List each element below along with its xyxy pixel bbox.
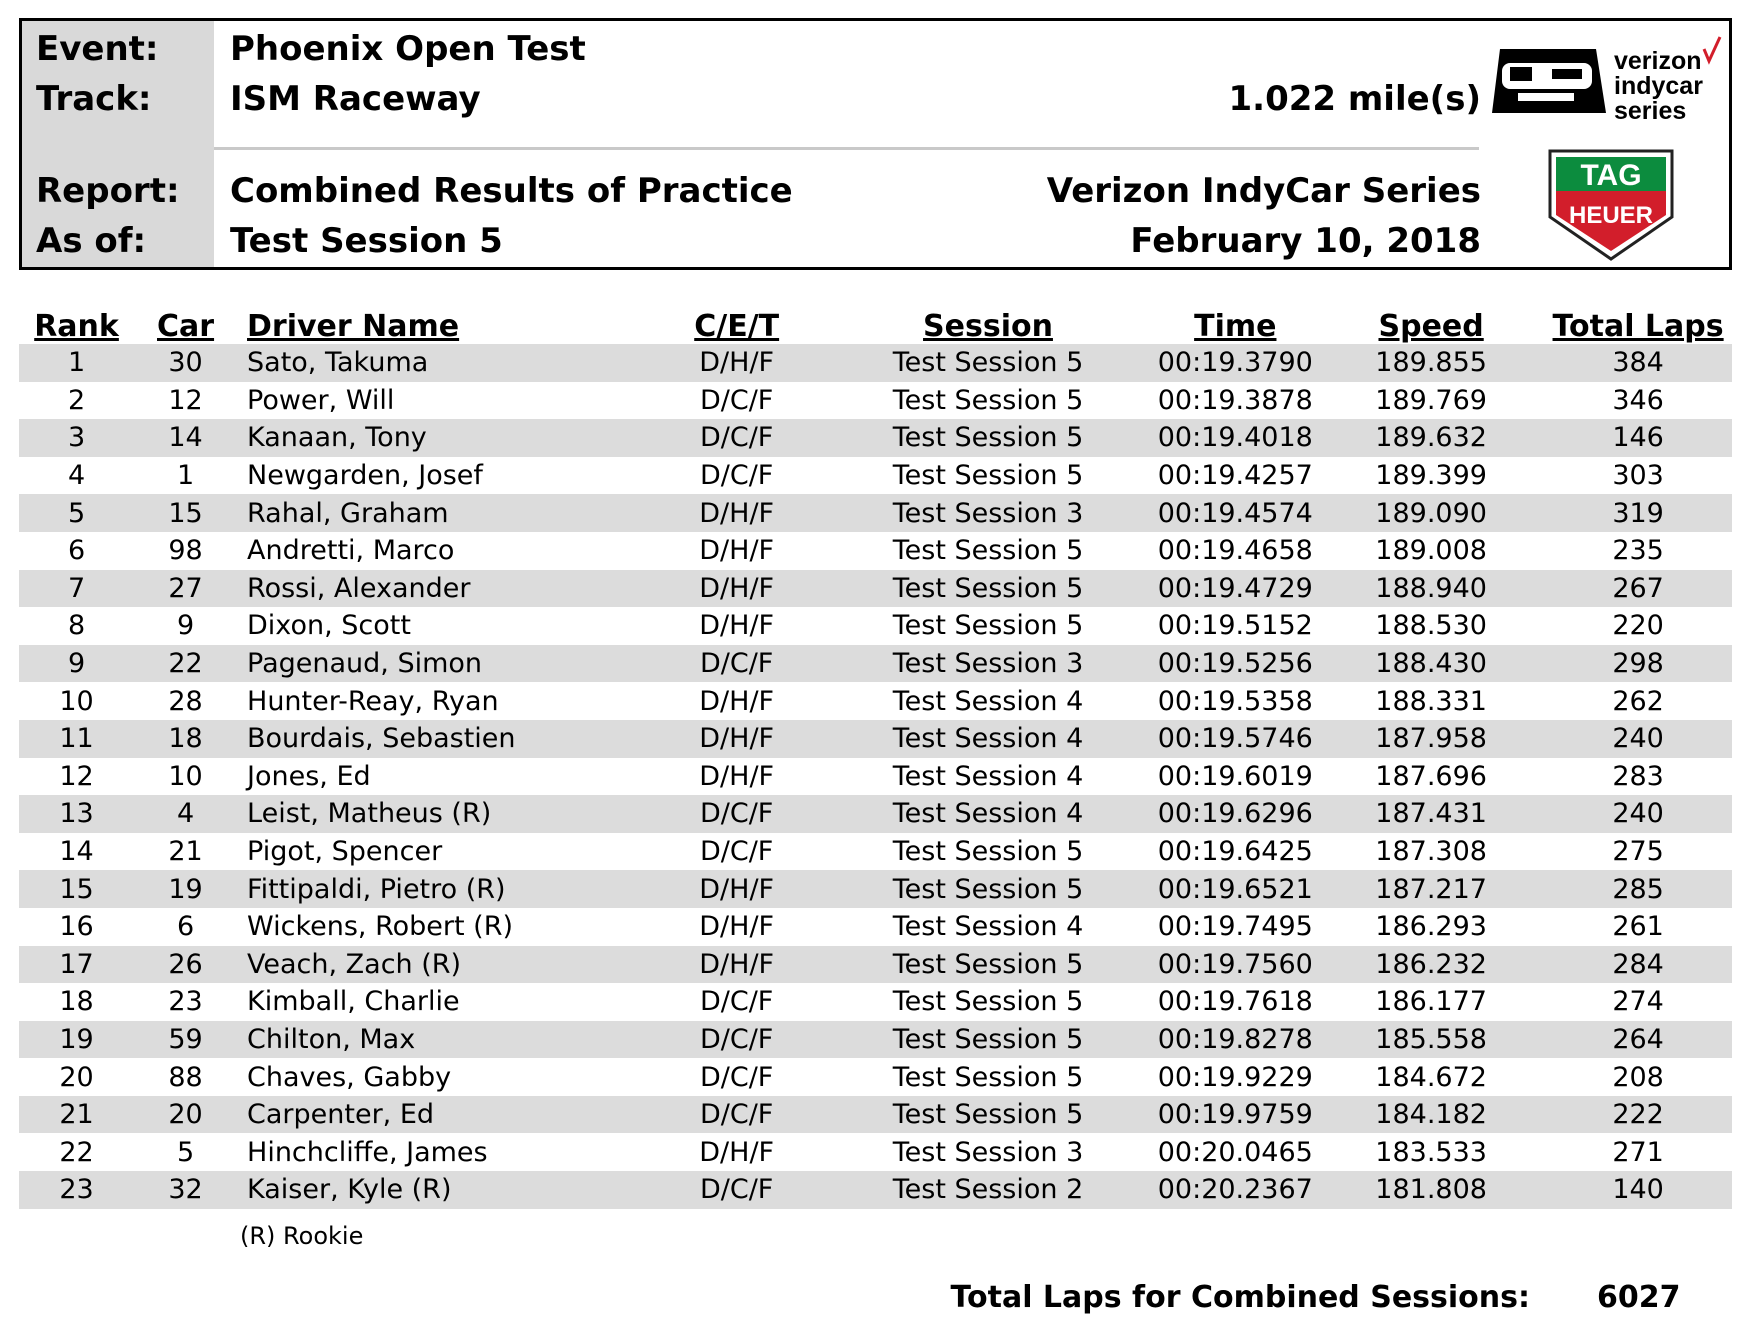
- table-row: [19, 1021, 1732, 1059]
- column-header-total-laps: Total Laps: [1552, 309, 1724, 344]
- driver-name-cell: Hunter-Reay, Ryan: [247, 685, 499, 717]
- report-header: [19, 18, 1732, 270]
- time-cell: 00:19.6425: [1157, 836, 1313, 868]
- car-number-cell: 9: [176, 610, 195, 642]
- time-cell: 00:19.3790: [1153, 344, 1319, 382]
- total-laps-value: 6027: [1597, 1280, 1681, 1315]
- driver-name-cell: Veach, Zach (R): [237, 946, 650, 984]
- time-cell: 00:19.5152: [1157, 610, 1313, 642]
- time-cell: 00:19.3878: [1157, 384, 1313, 416]
- report-label: Report:: [36, 171, 180, 211]
- speed-cell: 189.399: [1375, 460, 1487, 492]
- results-body: [19, 344, 1732, 1209]
- session-cell: Test Session 5: [892, 986, 1084, 1018]
- tag-heuer-logo: [1546, 147, 1676, 263]
- total-laps-cell: 285: [1544, 870, 1732, 908]
- rank-cell: 23: [19, 1171, 134, 1209]
- session-cell: Test Session 5: [892, 836, 1084, 868]
- session-cell: Test Session 3: [823, 494, 1152, 532]
- speed-cell: 189.855: [1318, 344, 1544, 382]
- table-row: [19, 1171, 1732, 1209]
- car-number-cell: 6: [176, 911, 195, 943]
- car-number-cell: 59: [134, 1021, 237, 1059]
- car-number-cell: 1: [176, 460, 195, 492]
- cet-cell: D/H/F: [699, 685, 775, 717]
- car-number-cell: 18: [134, 720, 237, 758]
- time-cell: 00:19.7560: [1153, 946, 1319, 984]
- column-header-speed: Speed: [1378, 309, 1484, 344]
- car-number-cell: 19: [134, 870, 237, 908]
- series-name: Verizon IndyCar Series: [1046, 171, 1481, 211]
- car-number-cell: 10: [168, 760, 203, 792]
- cet-cell: D/C/F: [699, 460, 774, 492]
- time-cell: 00:19.6296: [1153, 795, 1319, 833]
- driver-name-cell: Rahal, Graham: [237, 494, 650, 532]
- car-number-cell: 20: [134, 1096, 237, 1134]
- time-cell: 00:19.5256: [1153, 645, 1319, 683]
- table-row: [19, 758, 1732, 796]
- speed-cell: 187.958: [1318, 720, 1544, 758]
- session-cell: Test Session 5: [892, 384, 1084, 416]
- total-laps-cell: 275: [1612, 836, 1664, 868]
- driver-name-cell: Bourdais, Sebastien: [237, 720, 650, 758]
- driver-name-cell: Pigot, Spencer: [247, 836, 443, 868]
- speed-cell: 188.331: [1375, 685, 1487, 717]
- rank-cell: 21: [19, 1096, 134, 1134]
- time-cell: 00:19.8278: [1153, 1021, 1319, 1059]
- car-number-cell: 23: [168, 986, 203, 1018]
- driver-name-cell: Chilton, Max: [237, 1021, 650, 1059]
- session-cell: Test Session 4: [892, 685, 1084, 717]
- table-row: [19, 870, 1732, 908]
- table-row: [19, 457, 1732, 495]
- cet-cell: D/H/F: [650, 870, 824, 908]
- total-laps-cell: 283: [1612, 760, 1664, 792]
- column-header-driver: Driver Name: [247, 309, 460, 344]
- table-row: [19, 645, 1732, 683]
- indycar-car-icon: [1492, 49, 1606, 113]
- driver-name-cell: Newgarden, Josef: [247, 460, 483, 492]
- cet-cell: D/H/F: [699, 610, 775, 642]
- session-cell: Test Session 4: [892, 760, 1084, 792]
- speed-cell: 186.293: [1375, 911, 1487, 943]
- cet-cell: D/C/F: [650, 1096, 824, 1134]
- time-cell: 00:19.9229: [1157, 1061, 1313, 1093]
- table-row: [19, 1133, 1732, 1171]
- rank-cell: 8: [67, 610, 86, 642]
- table-row: [19, 494, 1732, 532]
- session-cell: Test Session 5: [823, 1096, 1152, 1134]
- car-number-cell: 12: [168, 384, 203, 416]
- cet-cell: D/C/F: [650, 795, 824, 833]
- time-cell: 00:19.6019: [1157, 760, 1313, 792]
- session-cell: Test Session 5: [892, 460, 1084, 492]
- rank-cell: 14: [59, 836, 94, 868]
- driver-name-cell: Kanaan, Tony: [237, 419, 650, 457]
- session-cell: Test Session 5: [892, 610, 1084, 642]
- speed-cell: 186.177: [1375, 986, 1487, 1018]
- session-cell: Test Session 5: [823, 344, 1152, 382]
- car-number-cell: 28: [168, 685, 203, 717]
- results-table: [19, 300, 1732, 1209]
- rank-cell: 22: [59, 1136, 94, 1168]
- time-cell: 00:19.9759: [1153, 1096, 1319, 1134]
- indycar-logo-line-3: series: [1614, 97, 1687, 125]
- driver-name-cell: Kimball, Charlie: [247, 986, 460, 1018]
- total-laps-cell: 146: [1544, 419, 1732, 457]
- table-row: [19, 908, 1732, 946]
- indycar-logo-line-1: verizon: [1614, 47, 1702, 75]
- results-header-row: [19, 300, 1732, 344]
- total-laps-cell: 319: [1544, 494, 1732, 532]
- heuer-logo-text: HEUER: [1568, 202, 1654, 229]
- session-cell: Test Session 4: [823, 795, 1152, 833]
- total-laps-cell: 384: [1544, 344, 1732, 382]
- driver-name-cell: Chaves, Gabby: [247, 1061, 452, 1093]
- speed-cell: 187.696: [1375, 760, 1487, 792]
- time-cell: 00:20.0465: [1157, 1136, 1313, 1168]
- total-laps-cell: 208: [1612, 1061, 1664, 1093]
- rank-cell: 10: [59, 685, 94, 717]
- driver-name-cell: Wickens, Robert (R): [247, 911, 514, 943]
- car-number-cell: 88: [168, 1061, 203, 1093]
- total-laps-cell: 262: [1612, 685, 1664, 717]
- column-header-cet: C/E/T: [694, 309, 780, 344]
- car-number-cell: 4: [134, 795, 237, 833]
- speed-cell: 187.308: [1375, 836, 1487, 868]
- car-number-cell: 14: [134, 419, 237, 457]
- session-cell: Test Session 5: [892, 535, 1084, 567]
- speed-cell: 186.232: [1318, 946, 1544, 984]
- car-number-cell: 15: [134, 494, 237, 532]
- time-cell: 00:19.4658: [1157, 535, 1313, 567]
- track-value: ISM Raceway: [230, 79, 481, 119]
- rank-cell: 19: [19, 1021, 134, 1059]
- driver-name-cell: Hinchcliffe, James: [247, 1136, 488, 1168]
- driver-name-cell: Rossi, Alexander: [237, 570, 650, 608]
- total-laps-cell: 274: [1612, 986, 1664, 1018]
- rank-cell: 2: [67, 384, 86, 416]
- cet-cell: D/C/F: [650, 1171, 824, 1209]
- table-row: [19, 1096, 1732, 1134]
- driver-name-cell: Dixon, Scott: [247, 610, 411, 642]
- session-cell: Test Session 3: [892, 1136, 1084, 1168]
- indycar-logo-line-2: indycar: [1614, 72, 1703, 100]
- rank-cell: 11: [19, 720, 134, 758]
- car-number-cell: 21: [168, 836, 203, 868]
- speed-cell: 189.090: [1318, 494, 1544, 532]
- driver-name-cell: Leist, Matheus (R): [237, 795, 650, 833]
- speed-cell: 189.769: [1375, 384, 1487, 416]
- total-laps-cell: 303: [1612, 460, 1664, 492]
- car-number-cell: 98: [168, 535, 203, 567]
- speed-cell: 188.530: [1375, 610, 1487, 642]
- cet-cell: D/H/F: [650, 946, 824, 984]
- total-laps-cell: 140: [1544, 1171, 1732, 1209]
- rank-cell: 9: [19, 645, 134, 683]
- rank-cell: 17: [19, 946, 134, 984]
- table-row: [19, 607, 1732, 645]
- event-value: Phoenix Open Test: [230, 29, 586, 69]
- session-cell: Test Session 4: [823, 720, 1152, 758]
- speed-cell: 183.533: [1375, 1136, 1487, 1168]
- track-label: Track:: [36, 79, 152, 119]
- column-header-session: Session: [923, 309, 1053, 344]
- session-cell: Test Session 5: [823, 1021, 1152, 1059]
- speed-cell: 181.808: [1318, 1171, 1544, 1209]
- speed-cell: 184.672: [1375, 1061, 1487, 1093]
- indycar-logo: [1488, 31, 1728, 131]
- total-laps-cell: 271: [1612, 1136, 1664, 1168]
- rank-cell: 3: [19, 419, 134, 457]
- rank-cell: 4: [67, 460, 86, 492]
- rank-cell: 13: [19, 795, 134, 833]
- total-laps-label: Total Laps for Combined Sessions:: [950, 1280, 1530, 1315]
- rank-cell: 5: [19, 494, 134, 532]
- session-cell: Test Session 4: [892, 911, 1084, 943]
- tag-logo-text: TAG: [1580, 159, 1642, 192]
- table-row: [19, 532, 1732, 570]
- table-row: [19, 983, 1732, 1021]
- total-laps-cell: 235: [1612, 535, 1664, 567]
- total-laps-cell: 284: [1544, 946, 1732, 984]
- driver-name-cell: Sato, Takuma: [237, 344, 650, 382]
- table-row: [19, 946, 1732, 984]
- total-laps-cell: 240: [1544, 720, 1732, 758]
- cet-cell: D/H/F: [650, 570, 824, 608]
- time-cell: 00:19.5358: [1157, 685, 1313, 717]
- table-row: [19, 1058, 1732, 1096]
- cet-cell: D/C/F: [650, 419, 824, 457]
- driver-name-cell: Andretti, Marco: [247, 535, 455, 567]
- car-number-cell: 30: [134, 344, 237, 382]
- time-cell: 00:19.4729: [1153, 570, 1319, 608]
- speed-cell: 188.940: [1318, 570, 1544, 608]
- rank-cell: 18: [59, 986, 94, 1018]
- cet-cell: D/H/F: [650, 494, 824, 532]
- report-value: Combined Results of Practice: [230, 171, 793, 211]
- time-cell: 00:19.4574: [1153, 494, 1319, 532]
- rank-cell: 6: [67, 535, 86, 567]
- session-cell: Test Session 2: [823, 1171, 1152, 1209]
- session-cell: Test Session 5: [823, 946, 1152, 984]
- time-cell: 00:20.2367: [1153, 1171, 1319, 1209]
- driver-name-cell: Pagenaud, Simon: [237, 645, 650, 683]
- time-cell: 00:19.4018: [1153, 419, 1319, 457]
- total-laps-cell: 240: [1544, 795, 1732, 833]
- time-cell: 00:19.7495: [1157, 911, 1313, 943]
- driver-name-cell: Jones, Ed: [247, 760, 371, 792]
- report-date: February 10, 2018: [1130, 221, 1481, 261]
- cet-cell: D/H/F: [699, 535, 775, 567]
- rank-cell: 20: [59, 1061, 94, 1093]
- table-row: [19, 720, 1732, 758]
- driver-name-cell: Power, Will: [247, 384, 395, 416]
- speed-cell: 187.431: [1318, 795, 1544, 833]
- column-header-rank: Rank: [34, 309, 119, 344]
- total-laps-cell: 222: [1544, 1096, 1732, 1134]
- table-row: [19, 833, 1732, 871]
- cet-cell: D/C/F: [699, 384, 774, 416]
- car-number-cell: 26: [134, 946, 237, 984]
- cet-cell: D/C/F: [699, 986, 774, 1018]
- total-laps-cell: 261: [1612, 911, 1664, 943]
- time-cell: 00:19.5746: [1153, 720, 1319, 758]
- total-laps-cell: 220: [1612, 610, 1664, 642]
- time-cell: 00:19.7618: [1157, 986, 1313, 1018]
- table-row: [19, 570, 1732, 608]
- speed-cell: 188.430: [1318, 645, 1544, 683]
- session-cell: Test Session 5: [892, 1061, 1084, 1093]
- asof-value: Test Session 5: [230, 221, 503, 261]
- cet-cell: D/H/F: [650, 344, 824, 382]
- driver-name-cell: Carpenter, Ed: [237, 1096, 650, 1134]
- session-cell: Test Session 3: [823, 645, 1152, 683]
- rookie-note: (R) Rookie: [240, 1222, 364, 1250]
- rank-cell: 7: [19, 570, 134, 608]
- car-number-cell: 27: [134, 570, 237, 608]
- table-row: [19, 419, 1732, 457]
- rank-cell: 1: [19, 344, 134, 382]
- cet-cell: D/H/F: [699, 760, 775, 792]
- track-length: 1.022 mile(s): [1228, 79, 1481, 119]
- rank-cell: 12: [59, 760, 94, 792]
- car-number-cell: 22: [134, 645, 237, 683]
- column-header-car: Car: [157, 309, 215, 344]
- session-cell: Test Session 5: [823, 419, 1152, 457]
- speed-cell: 184.182: [1318, 1096, 1544, 1134]
- asof-label: As of:: [36, 221, 147, 261]
- speed-cell: 187.217: [1318, 870, 1544, 908]
- speed-cell: 189.632: [1318, 419, 1544, 457]
- event-label: Event:: [36, 29, 159, 69]
- time-cell: 00:19.6521: [1153, 870, 1319, 908]
- cet-cell: D/C/F: [699, 836, 774, 868]
- table-row: [19, 344, 1732, 382]
- driver-name-cell: Kaiser, Kyle (R): [237, 1171, 650, 1209]
- table-row: [19, 382, 1732, 420]
- speed-cell: 189.008: [1375, 535, 1487, 567]
- session-cell: Test Session 5: [823, 570, 1152, 608]
- table-row: [19, 682, 1732, 720]
- column-header-time: Time: [1194, 309, 1277, 344]
- time-cell: 00:19.4257: [1157, 460, 1313, 492]
- car-number-cell: 5: [176, 1136, 195, 1168]
- cet-cell: D/H/F: [699, 1136, 775, 1168]
- session-cell: Test Session 5: [823, 870, 1152, 908]
- driver-name-cell: Fittipaldi, Pietro (R): [237, 870, 650, 908]
- cet-cell: D/C/F: [650, 1021, 824, 1059]
- rank-cell: 16: [59, 911, 94, 943]
- total-laps-cell: 346: [1612, 384, 1664, 416]
- total-laps-cell: 267: [1544, 570, 1732, 608]
- total-laps-cell: 264: [1544, 1021, 1732, 1059]
- cet-cell: D/C/F: [650, 645, 824, 683]
- total-laps-cell: 298: [1544, 645, 1732, 683]
- cet-cell: D/H/F: [650, 720, 824, 758]
- cet-cell: D/C/F: [699, 1061, 774, 1093]
- table-row: [19, 795, 1732, 833]
- header-divider: [214, 147, 1479, 150]
- car-number-cell: 32: [134, 1171, 237, 1209]
- cet-cell: D/H/F: [699, 911, 775, 943]
- speed-cell: 185.558: [1318, 1021, 1544, 1059]
- rank-cell: 15: [19, 870, 134, 908]
